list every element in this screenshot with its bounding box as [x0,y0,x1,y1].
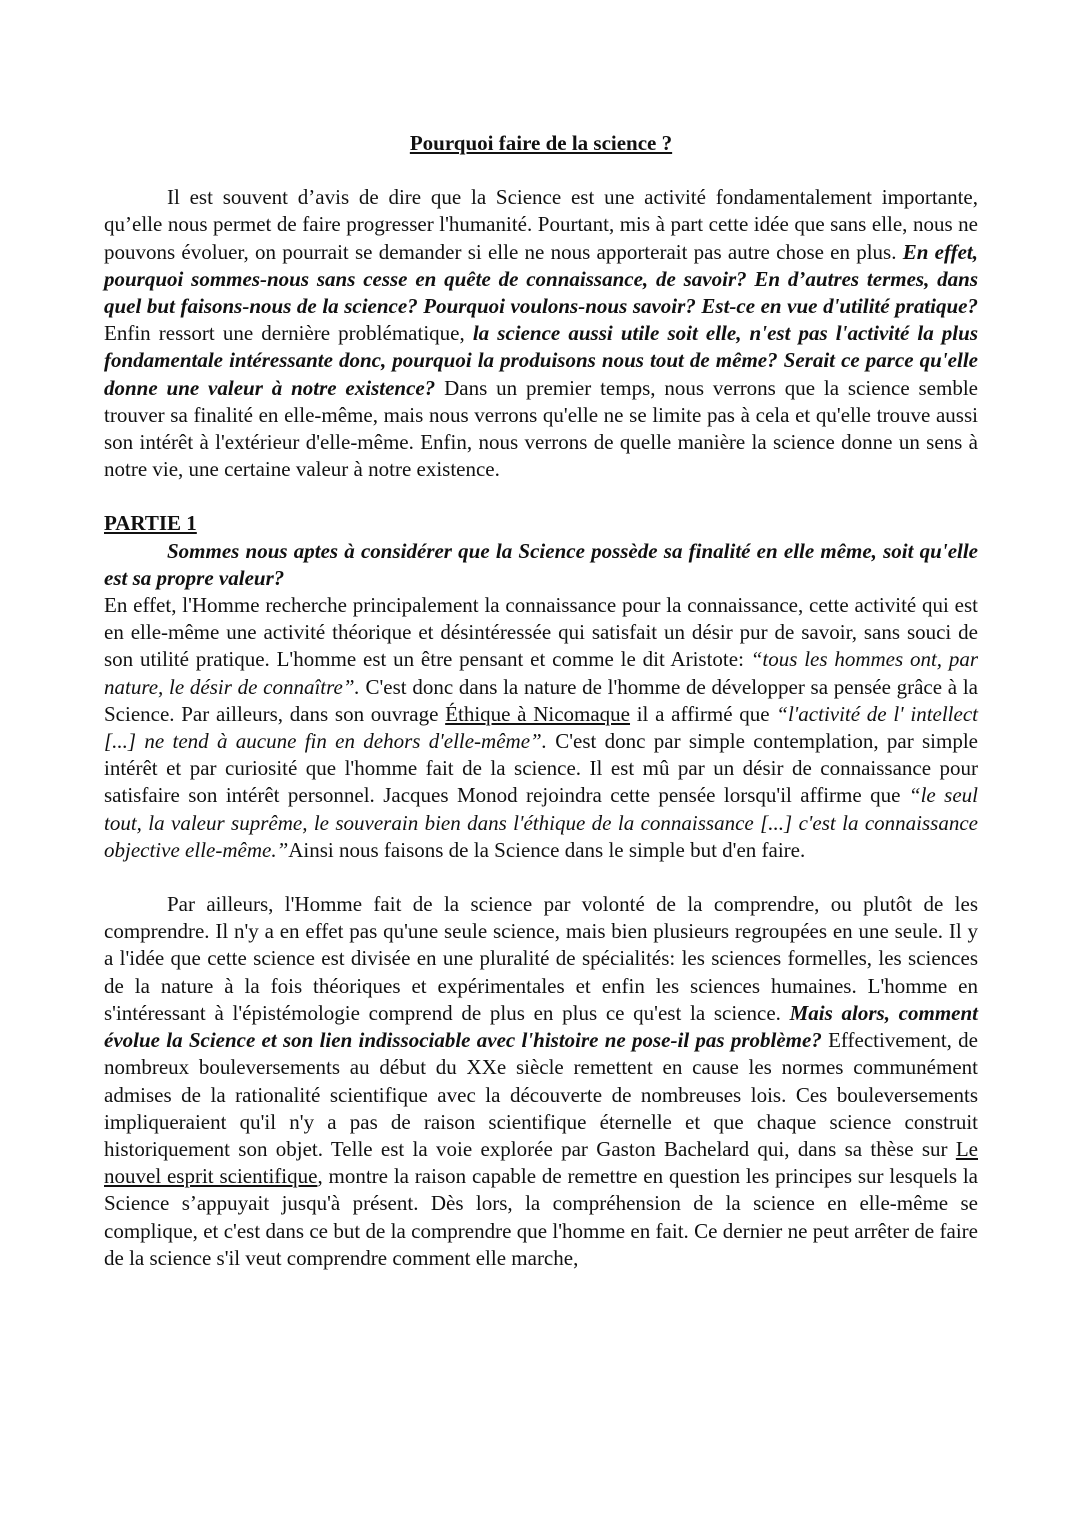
part1-question: Sommes nous aptes à considérer que la Science possède sa finalité en elle même, soit qu'elle est sa propre valeur? [104,538,978,590]
p1-book-title: Éthique à Nicomaque [445,701,631,726]
part1-paragraph-2 [104,891,978,1272]
p1-text-5: Ainsi nous faisons de la Science dans le simple but d'en faire. [288,837,806,862]
p1-quote-1: “tous les hommes ont, par nature, le désir de connaître”. [104,647,978,699]
p2-text-2: Effectivement, de nombreux bouleversements au début du XXe siècle remettent en cause les normes communément admises de la rationalité scientifique avec la découverte de nombreuses lois. Ces bouleversements impliqueraient qu'il n'y a pas de raison scientifique éternelle et que chaque science construit historiquement son objet. Telle est la voie explorée par Gaston Bachelard qui, dans sa thèse sur [104,1028,978,1161]
p1-text-4: C'est donc par simple contemplation, par simple intérêt et par curiosité que l'homme fait de la science. Il est mû par un désir de connaissance pour satisfaire son intérêt personnel. Jacques Monod rejoindra cette pensée lorsqu'il affirme que [104,729,978,808]
document-page [104,130,978,1272]
p1-quote-2: “l'activité de l' intellect [...] ne tend à aucune fin en dehors d'elle-même”. [104,701,978,754]
p1-quote-3: “le seul tout, la valeur suprême, le souverain bien dans l'éthique de la connaissance [...] c'est la connaissance objective elle-même.” [104,783,978,862]
part1-heading: PARTIE 1 [104,511,197,536]
p2-text-3: , montre la raison capable de remettre en question les principes sur lesquels la Science s’appuyait jusqu'à présent. Dès lors, la compréhension de la science en elle-même se complique, et c'est dans ce but de la comprendre que l'homme en fait. Ce dernier ne peut arrêter de faire de la science s'il veut comprendre comment elle marche, [104,1164,978,1270]
intro-text-3: Dans un premier temps, nous verrons que la science semble trouver sa finalité en elle-même, mais nous verrons qu'elle ne se limite pas à cela et qu'elle trouve aussi son intérêt à l'extérieur d'elle-même. Enfin, nous verrons de quelle manière la science donne un sens à notre vie, une certaine valeur à notre existence. [104,375,978,482]
p2-text-1: Par ailleurs, l'Homme fait de la science par volonté de la comprendre, ou plutôt de les comprendre. Il n'y a en effet pas qu'une seule science, mais bien plusieurs regroupées en une seule. Il y a l'idée que cette science est divisée en une pluralité de spécialités: les sciences formelles, les sciences de la nature à la fois théoriques et expérimentales et enfin les sciences humaines. L'homme en s'intéressant à l'épistémologie comprend de plus en plus ce qu'est la science. [104,892,978,1025]
p2-question: Mais alors, comment évolue la Science et son lien indissociable avec l'histoire ne pose-il pas problème? [104,1000,978,1053]
p2-book-title: Le nouvel esprit scientifique [104,1136,978,1189]
intro-question-1: En effet, pourquoi sommes-nous sans cesse en quête de connaissance, de savoir? En d’autres termes, dans quel but faisons-nous de la science? Pourquoi voulons-nous savoir? Est-ce en vue d'utilité pratique? [104,239,978,319]
intro-text-2: Enfin ressort une dernière problématique, [104,321,473,346]
p1-text-1: En effet, l'Homme recherche principalement la connaissance pour la connaissance, cette activité qui est en elle-même une activité théorique et désintéressée qui satisfait un désir pur de savoir, sans souci de son utilité pratique. L'homme est un être pensant et comme le dit Aristote: [104,593,978,672]
part1-paragraph-1 [104,592,978,864]
intro-paragraph [104,184,978,483]
intro-question-2: la science aussi utile soit elle, n'est pas l'activité la plus fondamentale intéressante donc, pourquoi la produisons nous tout de même? Serait ce parce qu'elle donne une valeur à notre existence? [104,321,978,400]
document-title: Pourquoi faire de la science ? [409,131,673,155]
intro-text-1: Il est souvent d’avis de dire que la Science est une activité fondamentalement importante, qu’elle nous permet de faire progresser l'humanité. Pourtant, mis à part cette idée que sans elle, nous ne pouvons évoluer, on pourrait se demander si elle ne nous apporterait pas autre chose en plus. [104,185,978,264]
p1-text-2: C'est donc dans la nature de l'homme de développer sa pensée grâce à la Science. Par ailleurs, dans son ouvrage [104,674,978,726]
p1-text-3: il a affirmé que [630,701,777,726]
